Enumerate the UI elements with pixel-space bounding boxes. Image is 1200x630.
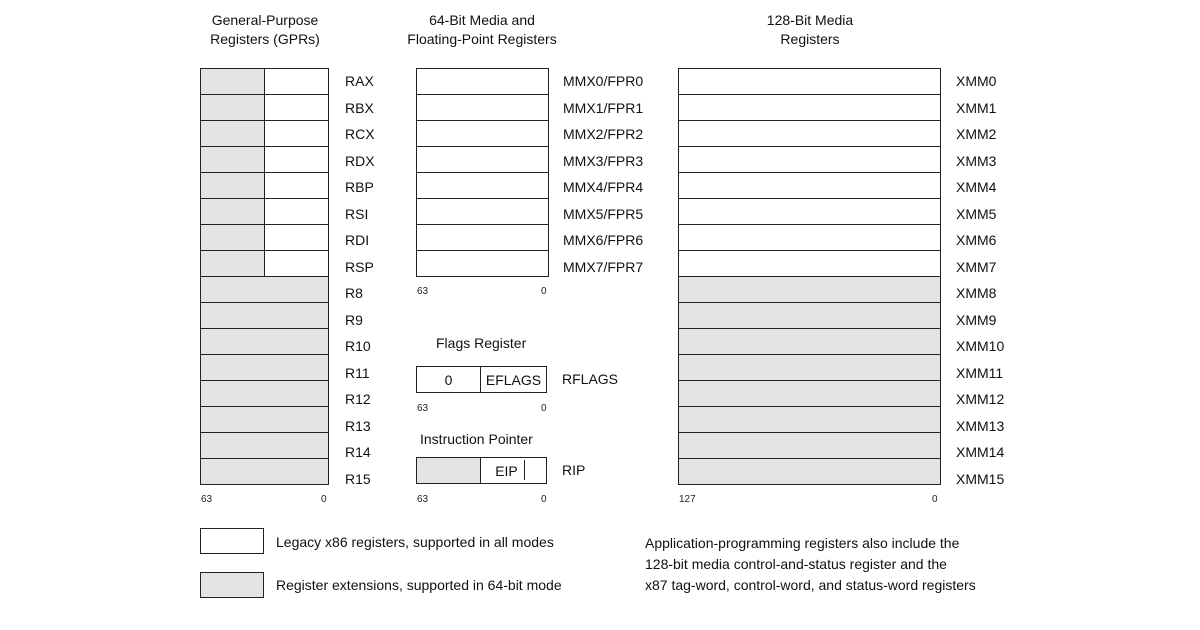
gpr-upper-extension xyxy=(201,199,265,224)
xmm-register-row xyxy=(679,199,940,225)
xmm-title-line2: Registers xyxy=(780,31,840,47)
mmx-title xyxy=(392,11,572,49)
gpr-register-row xyxy=(201,355,328,381)
gpr-bit-low: 0 xyxy=(321,494,327,505)
gpr-upper-extension xyxy=(201,69,265,94)
gpr-register-row xyxy=(201,199,328,225)
xmm-register-row xyxy=(679,355,940,381)
mmx-register-row xyxy=(417,173,548,199)
gpr-title xyxy=(190,11,340,49)
xmm-register-label: XMM3 xyxy=(956,152,997,169)
xmm-register-row xyxy=(679,95,940,121)
legend-legacy-label: Legacy x86 registers, supported in all modes xyxy=(276,534,554,550)
gpr-register-row xyxy=(201,407,328,433)
mmx-register-row xyxy=(417,199,548,225)
xmm-register-label: XMM9 xyxy=(956,311,997,328)
gpr-register-label: R13 xyxy=(345,417,371,434)
mmx-register-label: MMX4/FPR4 xyxy=(563,179,644,195)
gpr-bit-high: 63 xyxy=(201,494,213,505)
ip-title: Instruction Pointer xyxy=(420,431,533,447)
mmx-title-line2: Floating-Point Registers xyxy=(407,31,557,47)
note-text xyxy=(645,533,976,596)
mmx-register-row xyxy=(417,251,548,277)
xmm-register-label: XMM12 xyxy=(956,391,1005,407)
gpr-register-label: R14 xyxy=(345,444,371,460)
legend-extension-label: Register extensions, supported in 64-bit mode xyxy=(276,577,562,593)
gpr-register-row xyxy=(201,459,328,485)
gpr-register-label: RCX xyxy=(345,126,375,142)
rflags-upper xyxy=(417,367,481,392)
mmx-register-label: MMX0/FPR0 xyxy=(563,73,644,89)
gpr-upper-extension xyxy=(201,251,265,276)
mmx-register-label: MMX5/FPR5 xyxy=(563,205,644,222)
xmm-register-row xyxy=(679,407,940,433)
gpr-register-label: RSI xyxy=(345,205,369,222)
xmm-register-label: XMM8 xyxy=(956,285,997,301)
xmm-register-row xyxy=(679,69,940,95)
gpr-register-row xyxy=(201,381,328,407)
gpr-upper-extension xyxy=(201,95,265,120)
mmx-register-label: MMX6/FPR6 xyxy=(563,232,644,248)
rflags-label: RFLAGS xyxy=(562,371,619,387)
mmx-register-row xyxy=(417,147,548,173)
mmx-register-row xyxy=(417,225,548,251)
xmm-register-label: XMM1 xyxy=(956,99,997,116)
flags-bit-high: 63 xyxy=(417,403,429,414)
note-line2: 128-bit media control-and-status register and the xyxy=(645,556,947,572)
xmm-register-row xyxy=(679,147,940,173)
gpr-register-row xyxy=(201,147,328,173)
xmm-register-label: XMM13 xyxy=(956,417,1005,434)
mmx-register-label: MMX1/FPR1 xyxy=(563,99,644,116)
gpr-register-label: R12 xyxy=(345,391,371,407)
xmm-title-line1: 128-Bit Media xyxy=(766,12,854,28)
gpr-register-label: R9 xyxy=(345,311,363,328)
rflags-register xyxy=(416,366,547,393)
gpr-register-label: R8 xyxy=(345,285,363,301)
xmm-register-label: XMM10 xyxy=(956,338,1005,354)
xmm-register-label: XMM7 xyxy=(956,258,997,275)
xmm-register-label: XMM11 xyxy=(956,364,1004,381)
xmm-register-row xyxy=(679,277,940,303)
gpr-register-row xyxy=(201,303,328,329)
gpr-register-label: R15 xyxy=(345,470,371,487)
gpr-upper-extension xyxy=(201,173,265,198)
xmm-register-stack xyxy=(678,68,941,485)
xmm-bit-low: 0 xyxy=(932,494,938,505)
ip-bit-low: 0 xyxy=(541,494,547,505)
xmm-register-label: XMM14 xyxy=(956,444,1005,460)
mmx-register-label: MMX7/FPR7 xyxy=(563,258,644,275)
note-line3: x87 tag-word, control-word, and status-word registers xyxy=(645,577,976,593)
gpr-upper-extension xyxy=(201,147,265,172)
xmm-register-label: XMM15 xyxy=(956,470,1005,487)
xmm-register-label: XMM6 xyxy=(956,232,997,248)
mmx-register-label: MMX3/FPR3 xyxy=(563,152,644,169)
flags-title: Flags Register xyxy=(436,335,527,351)
legend-extension-swatch xyxy=(200,572,264,598)
gpr-register-row xyxy=(201,173,328,199)
eflags-label: EFLAGS xyxy=(485,371,542,388)
eip-field xyxy=(481,458,546,483)
gpr-title-line1: General-Purpose xyxy=(211,12,319,28)
gpr-register-stack xyxy=(200,68,329,485)
gpr-register-label: RBX xyxy=(345,99,374,116)
xmm-register-row xyxy=(679,121,940,147)
eip-label: EIP xyxy=(495,462,518,479)
rip-upper xyxy=(417,458,481,483)
gpr-register-label: R11 xyxy=(345,364,370,381)
xmm-register-row xyxy=(679,251,940,277)
mmx-register-stack xyxy=(416,68,549,277)
gpr-register-row xyxy=(201,225,328,251)
flags-bit-low: 0 xyxy=(541,403,547,414)
xmm-title xyxy=(730,11,890,49)
gpr-register-row xyxy=(201,277,328,303)
xmm-register-row xyxy=(679,173,940,199)
legend-legacy-swatch xyxy=(200,528,264,554)
xmm-register-row xyxy=(679,433,940,459)
xmm-bit-high: 127 xyxy=(679,494,696,505)
gpr-register-label: R10 xyxy=(345,338,371,354)
gpr-register-label: RDI xyxy=(345,232,370,248)
gpr-register-row xyxy=(201,433,328,459)
xmm-register-row xyxy=(679,381,940,407)
mmx-register-row xyxy=(417,95,548,121)
xmm-register-label: XMM2 xyxy=(956,126,997,142)
gpr-register-label: RSP xyxy=(345,258,374,275)
gpr-register-row xyxy=(201,69,328,95)
mmx-bit-high: 63 xyxy=(417,286,429,297)
xmm-register-row xyxy=(679,225,940,251)
gpr-upper-extension xyxy=(201,225,265,250)
xmm-register-label: XMM5 xyxy=(956,205,997,222)
rip-label: RIP xyxy=(562,462,586,478)
mmx-bit-low: 0 xyxy=(541,286,547,297)
gpr-register-row xyxy=(201,251,328,277)
rflags-upper-value: 0 xyxy=(444,371,453,388)
eip-marker xyxy=(524,460,525,480)
gpr-register-label: RDX xyxy=(345,152,375,169)
xmm-register-row xyxy=(679,459,940,485)
xmm-register-row xyxy=(679,329,940,355)
mmx-title-line1: 64-Bit Media and xyxy=(429,12,535,28)
xmm-register-row xyxy=(679,303,940,329)
gpr-register-row xyxy=(201,329,328,355)
xmm-register-label: XMM4 xyxy=(956,179,997,195)
note-line1: Application-programming registers also include the xyxy=(645,535,960,551)
eflags-field xyxy=(481,367,546,392)
gpr-title-line2: Registers (GPRs) xyxy=(210,31,320,47)
gpr-register-label: RBP xyxy=(345,179,374,195)
gpr-upper-extension xyxy=(201,121,265,146)
mmx-register-label: MMX2/FPR2 xyxy=(563,126,644,142)
rip-register xyxy=(416,457,547,484)
gpr-register-label: RAX xyxy=(345,73,374,89)
mmx-register-row xyxy=(417,121,548,147)
ip-bit-high: 63 xyxy=(417,494,429,505)
xmm-register-label: XMM0 xyxy=(956,73,997,89)
mmx-register-row xyxy=(417,69,548,95)
gpr-register-row xyxy=(201,121,328,147)
gpr-register-row xyxy=(201,95,328,121)
